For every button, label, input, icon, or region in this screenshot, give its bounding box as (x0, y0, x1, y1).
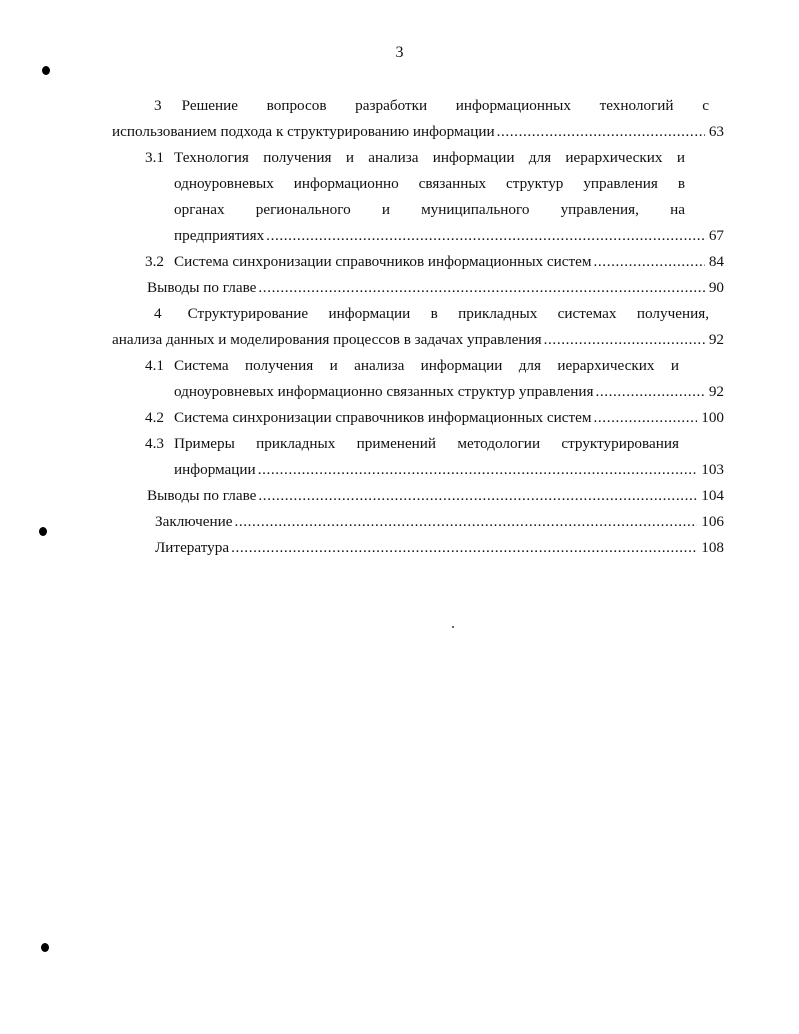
toc-word: методологии (457, 435, 541, 452)
toc-entry-number: 4.2 (145, 409, 164, 426)
toc-entry-text-line: анализа данных и моделирования процессов в задачах управления (112, 331, 542, 348)
toc-page-number: 104 (701, 487, 724, 504)
toc-page-number: 92 (708, 383, 724, 400)
toc-word: Система (174, 357, 229, 374)
toc-word: информации (328, 305, 411, 322)
toc-page-number: 100 (701, 409, 724, 426)
toc-entry-number: 3.1 (145, 149, 164, 166)
toc-word: иерархических (557, 357, 655, 374)
toc-word: управления (583, 175, 658, 192)
toc-word: прикладных (256, 435, 336, 452)
dot-leader (594, 251, 705, 273)
toc-word: технологий (599, 97, 674, 114)
toc-word: Структурирование (187, 305, 309, 322)
scan-speck (452, 626, 454, 628)
toc-word: для (528, 149, 552, 166)
toc-entry-line (174, 381, 724, 403)
toc-entry-heading-4 (154, 303, 709, 325)
toc-word: информационных (455, 97, 571, 114)
toc-word: и (345, 149, 354, 166)
toc-entry-text-line (174, 433, 679, 455)
toc-word: Решение (181, 97, 239, 114)
toc-entry-text-line: Система синхронизации справочников информационных систем (174, 409, 592, 426)
toc-word: в (430, 305, 438, 322)
dot-leader (231, 537, 697, 559)
toc-entry-4-2 (145, 407, 724, 429)
toc-entry-text-line (182, 95, 709, 117)
toc-word: регионального (255, 201, 351, 218)
toc-word: информации (420, 357, 503, 374)
toc-page-number: 67 (708, 227, 724, 244)
dot-leader (594, 407, 698, 429)
toc-page-number: 108 (701, 539, 724, 556)
toc-word: Технология (174, 149, 249, 166)
toc-page-number: 103 (701, 461, 724, 478)
punch-hole-mark (41, 943, 49, 952)
toc-entry-conclusions (147, 277, 724, 299)
dot-leader (258, 459, 698, 481)
toc-entry-text-line: Выводы по главе (147, 487, 257, 504)
toc-word: органах (174, 201, 225, 218)
toc-entry-heading-3 (154, 95, 709, 117)
toc-word: с (702, 97, 709, 114)
toc-entry-4-1 (145, 355, 679, 377)
toc-word: в (677, 175, 685, 192)
toc-word: и (329, 357, 338, 374)
toc-word: иерархических (565, 149, 663, 166)
toc-entry-3-2 (145, 251, 724, 273)
toc-entry-4-3 (145, 433, 679, 455)
toc-entry-line (174, 225, 724, 247)
toc-word: Примеры (174, 435, 235, 452)
toc-word: и (670, 357, 679, 374)
toc-entry-text-line: предприятиях (174, 227, 265, 244)
toc-entry-conclusion (155, 511, 724, 533)
toc-word: получения, (636, 305, 709, 322)
toc-word: вопросов (266, 97, 327, 114)
toc-word: получения (244, 357, 314, 374)
toc-entry-text-line: Система синхронизации справочников информационных систем (174, 253, 592, 270)
toc-word: и (676, 149, 685, 166)
toc-entry-text-line: одноуровневых информационно связанных структур управления (174, 383, 594, 400)
dot-leader (258, 277, 704, 299)
toc-entry-text-line (174, 355, 679, 377)
toc-word: информации (432, 149, 515, 166)
dot-leader (258, 485, 697, 507)
toc-page-number: 63 (708, 123, 724, 140)
page-number: 3 (395, 44, 404, 61)
toc-entry-line (112, 121, 724, 143)
toc-word: получения (263, 149, 332, 166)
toc-entry-line (112, 329, 724, 351)
toc-word: разработки (355, 97, 428, 114)
toc-entry-literature (155, 537, 724, 559)
toc-entry-number: 4.3 (145, 435, 164, 452)
toc-entry-text-line: Литература (155, 539, 230, 556)
dot-leader (234, 511, 697, 533)
toc-entry-number: 3.2 (145, 253, 164, 270)
toc-word: связанных (418, 175, 487, 192)
toc-word: информационно (293, 175, 399, 192)
toc-page-number: 84 (708, 253, 724, 270)
toc-entry-line (174, 459, 724, 481)
toc-word: структурирования (561, 435, 679, 452)
toc-word: на (670, 201, 685, 218)
toc-entry-number: 4.1 (145, 357, 164, 374)
dot-leader (266, 225, 705, 247)
punch-hole-mark (39, 527, 47, 536)
punch-hole-mark (42, 66, 50, 75)
toc-page-number: 106 (701, 513, 724, 530)
toc-word: одноуровневых (174, 175, 274, 192)
toc-entry-conclusions (147, 485, 724, 507)
toc-entry-line (174, 173, 685, 195)
dot-leader (497, 121, 705, 143)
toc-entry-line (174, 199, 685, 221)
toc-entry-3-1 (145, 147, 685, 169)
dot-leader (595, 381, 704, 403)
toc-word: для (518, 357, 541, 374)
toc-entry-text-line (174, 147, 685, 169)
toc-word: муниципального (421, 201, 530, 218)
toc-word: системах (557, 305, 617, 322)
toc-word: прикладных (458, 305, 538, 322)
toc-entry-number: 4 (154, 305, 162, 322)
toc-entry-text-line: Заключение (155, 513, 233, 530)
toc-word: структур (506, 175, 564, 192)
toc-entry-text-line (174, 199, 685, 221)
dot-leader (544, 329, 705, 351)
toc-entry-text-line: информации (174, 461, 256, 478)
toc-word: применений (356, 435, 437, 452)
toc-page-number: 90 (708, 279, 724, 296)
toc-entry-text-line: использованием подхода к структурированию информации (112, 123, 495, 140)
toc-entry-number: 3 (154, 97, 162, 114)
toc-word: управления, (560, 201, 639, 218)
toc-word: анализа (354, 357, 405, 374)
toc-entry-text-line (188, 303, 709, 325)
toc-word: и (381, 201, 390, 218)
toc-entry-text-line: Выводы по главе (147, 279, 257, 296)
toc-word: анализа (368, 149, 419, 166)
toc-page-number: 92 (708, 331, 724, 348)
toc-entry-text-line (174, 173, 685, 195)
